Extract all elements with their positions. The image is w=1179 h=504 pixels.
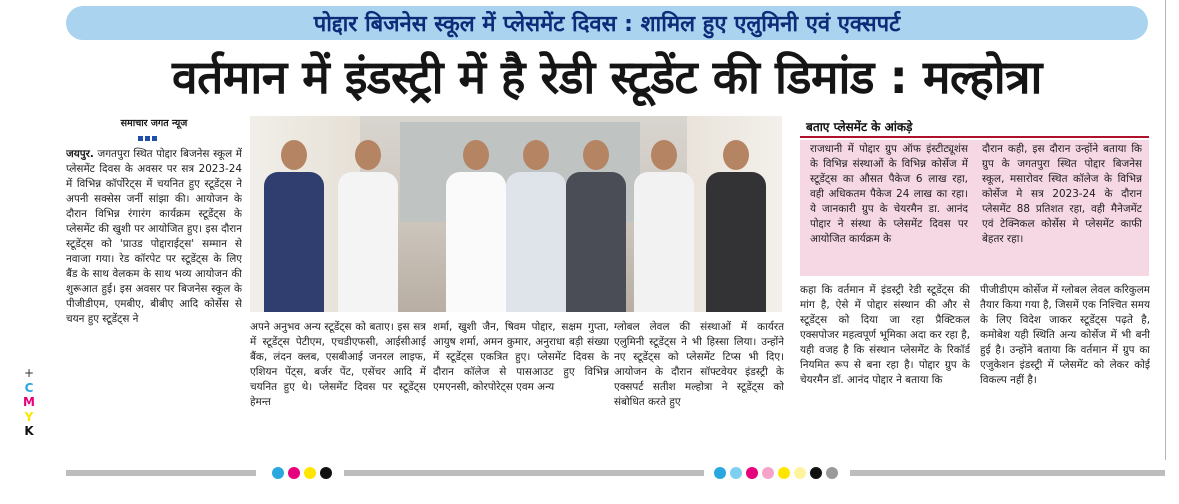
article-column-6: पीजीडीएम कोर्सेज में ग्लोबल लेवल करिकुलम तैयार किया गया है, जिसमें एक निश्चित समय के लिए विदेश जाकर स्टूडेंट्स पढ़ते है, कमोबेश यही स्थिति अन्य कोर्सेज में भी बनी हुई है। उन्होंने बताया कि वर्तमान में ग्रुप का एजुकेशन इंडस्ट्री में प्लेसमेंट को लेकर कोई विकल्प नहीं है। bbox=[980, 284, 1150, 386]
sidebar-title: बताए प्लेसमेंट के आंकड़े bbox=[806, 120, 913, 134]
kicker-text: पोद्दार बिजनेस स्कूल में प्लेसमेंट दिवस : शामिल हुए एलुमिनी एवं एक्सपर्ट bbox=[313, 12, 901, 37]
registration-cross-icon: + bbox=[23, 366, 35, 380]
sidebar-box bbox=[800, 140, 1149, 276]
byline: समाचार जगत न्यूज bbox=[120, 118, 188, 129]
column-divider bbox=[1165, 0, 1166, 460]
photo-person bbox=[446, 140, 506, 312]
sidebar-column-1: राजधानी में पोद्दार ग्रुप ऑफ इंस्टीट्यूशंस के विभिन्न संस्थाओं के विभिन्न कोर्सेज में स्टूडेंट्स का औसत पैकेज 6 लाख रहा, वही अधिकतम पैकेज 24 लाख का रहा। ये जानकारी ग्रुप के चेयरमैन डा. आनंद पोद्दार ने संस्था के प्लेसमेंट दिवस पर आयोजित कार्यक्रम के bbox=[810, 143, 968, 245]
photo-person bbox=[634, 140, 694, 312]
article-column-5: कहा कि वर्तमान में इंडस्ट्री रेडी स्टूडेंट्स की मांग है, ऐसे में पोद्दार संस्थान की और से स्टूडेंट्स को दिया जा रहा प्रैक्टिकल एक्सपोजर महत्वपूर्ण भूमिका अदा कर रहा है, यही वजह है कि संस्थान प्लेसमेंट के रिकॉर्ड नियमित रूप से बना रहा है। पोद्दार ग्रुप के चेयरमैन डॉ. आनंद पोद्दार ने बताया कि bbox=[800, 284, 970, 386]
event-photo bbox=[250, 116, 782, 312]
article-column-2: अपने अनुभव अन्य स्टूडेंट्स को बताए। इस सत्र में स्टूडेंट्स पेटीएम, एचडीएफसी, आईसीआई बैंक, लंदन क्लब, एसबीआई जनरल लाइफ, एशियन पेंट्स, बर्जर पेंट, एसेंचर आदि में चयनित हुए थे। प्लेसमेंट दिवस पर स्टूडेंट्स हेमन्त bbox=[250, 321, 426, 408]
print-bar-middle bbox=[344, 470, 704, 476]
color-dot-icon bbox=[746, 467, 758, 479]
cmyk-registration bbox=[22, 366, 36, 439]
article-text-1: जगतपुरा स्थित पोद्दार बिजनेस स्कूल में प्लेसमेंट दिवस के अवसर पर सत्र 2023-24 में विभिन्न कॉर्पोरेट्स में चयनित हुए स्टूडेंट्स ने अपनी सक्सेस जर्नी सांझा की। आयोजन के दौरान विभिन्न रंगारंग कार्यक्रम स्टूडेंट्स के प्लेसमेंट की खुशी पर आयोजित हुए। इस दौरान स्टूडेंट्स को 'प्राउड पोद्दाराईट्स' सम्मान से नवाजा गया। रेड कॉरपेट पर स्टूडेंट्स के लिए बैंड के साथ वेलकम के साथ भव्य आयोजन की शुरूआत हुई। इस अवसर पर बिजनेस स्कूल के पीजीडीएम, एमबीए, बीबीए आदि कोर्सेस से चयन हुए स्टूडेंट्स ने bbox=[66, 148, 242, 325]
dateline: जयपुर. bbox=[66, 148, 94, 160]
photo-person bbox=[338, 140, 398, 312]
cmyk-m: M bbox=[23, 395, 35, 409]
color-dot-icon bbox=[320, 467, 332, 479]
sidebar-header bbox=[800, 116, 1149, 138]
photo-person bbox=[566, 140, 626, 312]
color-dot-icon bbox=[272, 467, 284, 479]
article-column-4: ग्लोबल लेवल की संस्थाओं में कार्यरत एलुमिनी स्टूडेंट्स ने भी हिस्सा लिया। उन्होंने नए स्टूडेंट्स को प्लेसमेंट टिप्स भी दिए। आयोजन के दौरान सॉफ्टवेयर इंडस्ट्री के एक्सपर्ट सतीश मल्होत्रा ने स्टूडेंट्स को संबोधित करते हुए bbox=[614, 321, 784, 408]
sidebar-column-2: दौरान कही, इस दौरान उन्होंने बताया कि ग्रुप के जगतपुरा स्थित पोद्दार बिजनेस स्कूल, मसारोवर स्थित कॉलेज के विभिन्न कोर्सेज मे सत्र 2023-24 के दौरान प्लेसमेंट 88 प्रतिशत रहा, वही मैनेजमेंट एवं टेक्निकल कोर्सेस मे प्लेसमेंट काफी बेहतर रहा। bbox=[982, 143, 1142, 245]
color-dot-icon bbox=[794, 467, 806, 479]
kicker-banner bbox=[66, 6, 1148, 40]
headline: वर्तमान में इंडस्ट्री में है रेडी स्टूडेंट की डिमांड : मल्होत्रा bbox=[172, 50, 1042, 104]
photo-person bbox=[706, 140, 766, 312]
article-column-1 bbox=[66, 147, 242, 449]
print-bar-left bbox=[66, 470, 256, 476]
color-dot-icon bbox=[714, 467, 726, 479]
color-dot-icon bbox=[810, 467, 822, 479]
color-dot-icon bbox=[304, 467, 316, 479]
print-bar-right bbox=[850, 470, 1165, 476]
color-dot-icon bbox=[730, 467, 742, 479]
cmyk-y: Y bbox=[24, 409, 34, 424]
color-dot-icon bbox=[826, 467, 838, 479]
color-dot-icon bbox=[762, 467, 774, 479]
photo-person bbox=[264, 140, 324, 312]
cmyk-k: K bbox=[24, 424, 34, 438]
cmyk-c: C bbox=[24, 380, 34, 395]
color-dot-icon bbox=[288, 467, 300, 479]
article-column-3: शर्मा, खुशी जैन, षिवम पोद्दार, सक्षम गुप्ता, आयुष शर्मा, अमन कुमार, अनुराधा बड़ी संख्या में स्टूडेंट्स एकत्रित हुए। प्लेसमेंट दिवस के दौरान कॉलेज से पासआउट हुए विभिन्न एमएनसी, कोरपोरेट्स एवम अन्य bbox=[433, 321, 609, 393]
photo-person bbox=[506, 140, 566, 312]
byline-ornament bbox=[138, 136, 157, 141]
color-dot-icon bbox=[778, 467, 790, 479]
